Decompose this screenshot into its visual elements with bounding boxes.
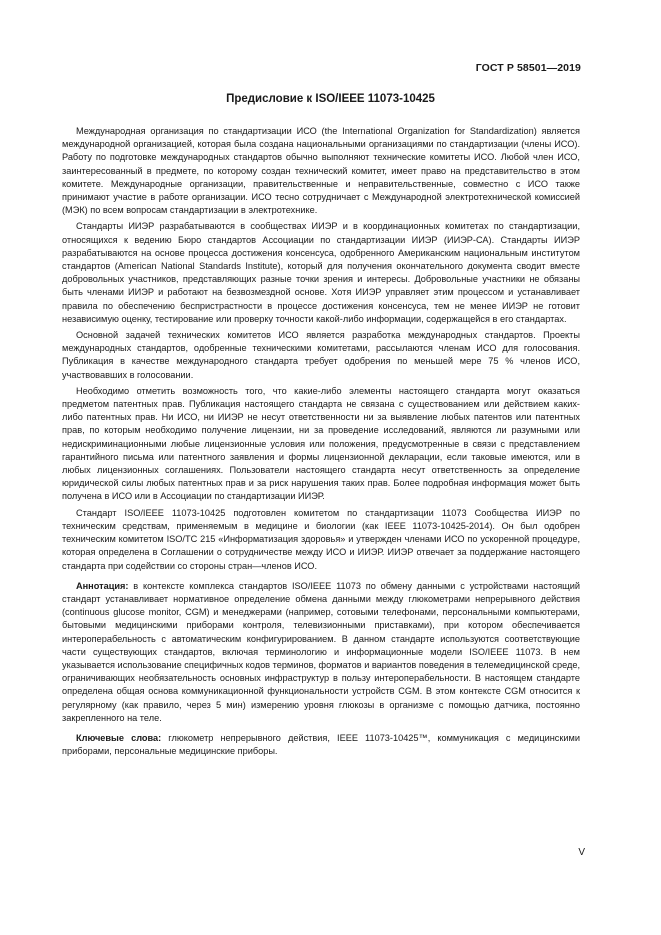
- annotation-text: в контексте комплекса стандартов ISO/IEEE 11073 по обмену данными с устройствами настоящий стандарт устанавливает нормативное определение обмена данными между глюкометрами непрерывного действия (continuous glucose monitor, CGM) и менеджерами (например, сотовыми телефонами, персональными компьютерами, бытовыми медицинскими приборами контроля, телевизионными приставками), при котором обеспечивается интероперабельность с автоматическим конфигурированием. В данном стандарте используются соответствующие части существующих стандартов, включая терминологию и информационные модели ISO/IEEE 11073. В нем указывается использование специфичных кодов терминов, форматов и вариантов поведения в телемедицинской среде, ограничивающих необязательность основных инфраструктур в пользу интероперабельности. В настоящем стандарте определена общая основа коммуникационной функциональности устройств CGM. В этом контексте CGM относится к регулярному (как правило, через 5 мин) измерению уровня глюкозы в организме с помощью датчика, постоянно закрепленного на теле.: [62, 580, 580, 723]
- document-body: [62, 125, 580, 761]
- keywords-label: Ключевые слова:: [76, 732, 162, 743]
- paragraph-standard-origin: Стандарт ISO/IEEE 11073-10425 подготовлен комитетом по стандартизации 11073 Сообщества ИИЭР по техническим средствам, применяемым в медицине и биологии (как IEEE 11073-10425-2014). Он был одобрен техническим комитетом ISO/TC 215 «Информатизация здоровья» и утвержден членами ИСО по ускоренной процедуре, которая определена в Соглашении о сотрудничестве между ИСО и ИИЭР. ИИЭР отвечает за поддержание настоящего стандарта при содействии со стороны стран—членов ИСО.: [62, 507, 580, 571]
- paragraph-iso: Международная организация по стандартизации ИСО (the International Organization for Standardization) является международной организацией, которая была создана национальными организациями по стандартизации (члены ИСО). Работу по подготовке международных стандартов обычно выполняют технические комитеты ИСО. Любой член ИСО, заинтересованный в предмете, по которому создан технический комитет, имеет право на представительство в этом комитете. Международные организации, правительственные и неправительственные, совместно с ИСО также принимают участие в работе организации. ИСО тесно сотрудничает с Международной электротехнической комиссией (МЭК) по всем вопросам стандартизации в электротехнике.: [62, 126, 580, 216]
- paragraph-patents: Необходимо отметить возможность того, что какие-либо элементы настоящего стандарта могут оказаться предметом патентных прав. Публикация настоящего стандарта не связана с существованием или действием каких-либо патентных прав. Ни ИСО, ни ИИЭР не несут ответственности ни за выявление любых патентов или патентных прав, по которым необходимо получение лицензии, ни за проведение исследований, являются ли разумными или недискриминационными любые лицензионные условия или положения, предусмотренные в связи с представлением гарантийного письма или патентного заявления и формы лицензионной декларации, если таковые имеются, или в любых лицензионных соглашениях. Пользователи настоящего стандарта несут ответственность за определение юридической силы любых патентных прав и за риск нарушения таких прав. Более подробная информация может быть получена в ИСО или в Ассоциации по стандартизации ИИЭР.: [62, 385, 580, 502]
- paragraph-tasks: Основной задачей технических комитетов ИСО является разработка международных стандартов. Проекты международных стандартов, одобренные техническими комитетами, рассылаются членам ИСО для голосования. Публикация в качестве международного стандарта требует одобрения по меньшей мере 75 % членов ИСО, участвовавших в голосовании.: [62, 330, 580, 380]
- keywords-paragraph: [62, 732, 580, 758]
- paragraph-ieee: Стандарты ИИЭР разрабатываются в сообществах ИИЭР и в координационных комитетах по стандартизации, относящихся к ведению Бюро стандартов Ассоциации по стандартизации ИИЭР (ИИЭР-СА). Стандарты ИИЭР разрабатываются на основе процесса достижения консенсуса, одобренного Американским национальным институтом стандартов (American National Standards Institute), который для получения окончательного документа сводит вместе добровольных участников, представляющих разные точки зрения и интересы. Добровольные участники не обязаны быть членами ИИЭР и работают на безвозмездной основе. Хотя ИИЭР управляет этим процессом и устанавливает правила по обеспечению беспристрастности в процессе достижения консенсуса, тем не менее ИИЭР не готовит независимую оценку, тестирование или проверку точности какой-либо информации, содержащейся в его стандартах.: [62, 221, 580, 324]
- annotation-label: Аннотация:: [76, 580, 129, 591]
- page-title: Предисловие к ISO/IEEE 11073-10425: [226, 93, 435, 105]
- standard-code: ГОСТ Р 58501—2019: [475, 62, 581, 74]
- keywords-text: глюкометр непрерывного действия, IEEE 11073-10425™, коммуникация с медицинскими приборами, персональные медицинские приборы.: [62, 732, 580, 757]
- page-number: V: [578, 847, 585, 858]
- annotation-paragraph: [62, 580, 580, 725]
